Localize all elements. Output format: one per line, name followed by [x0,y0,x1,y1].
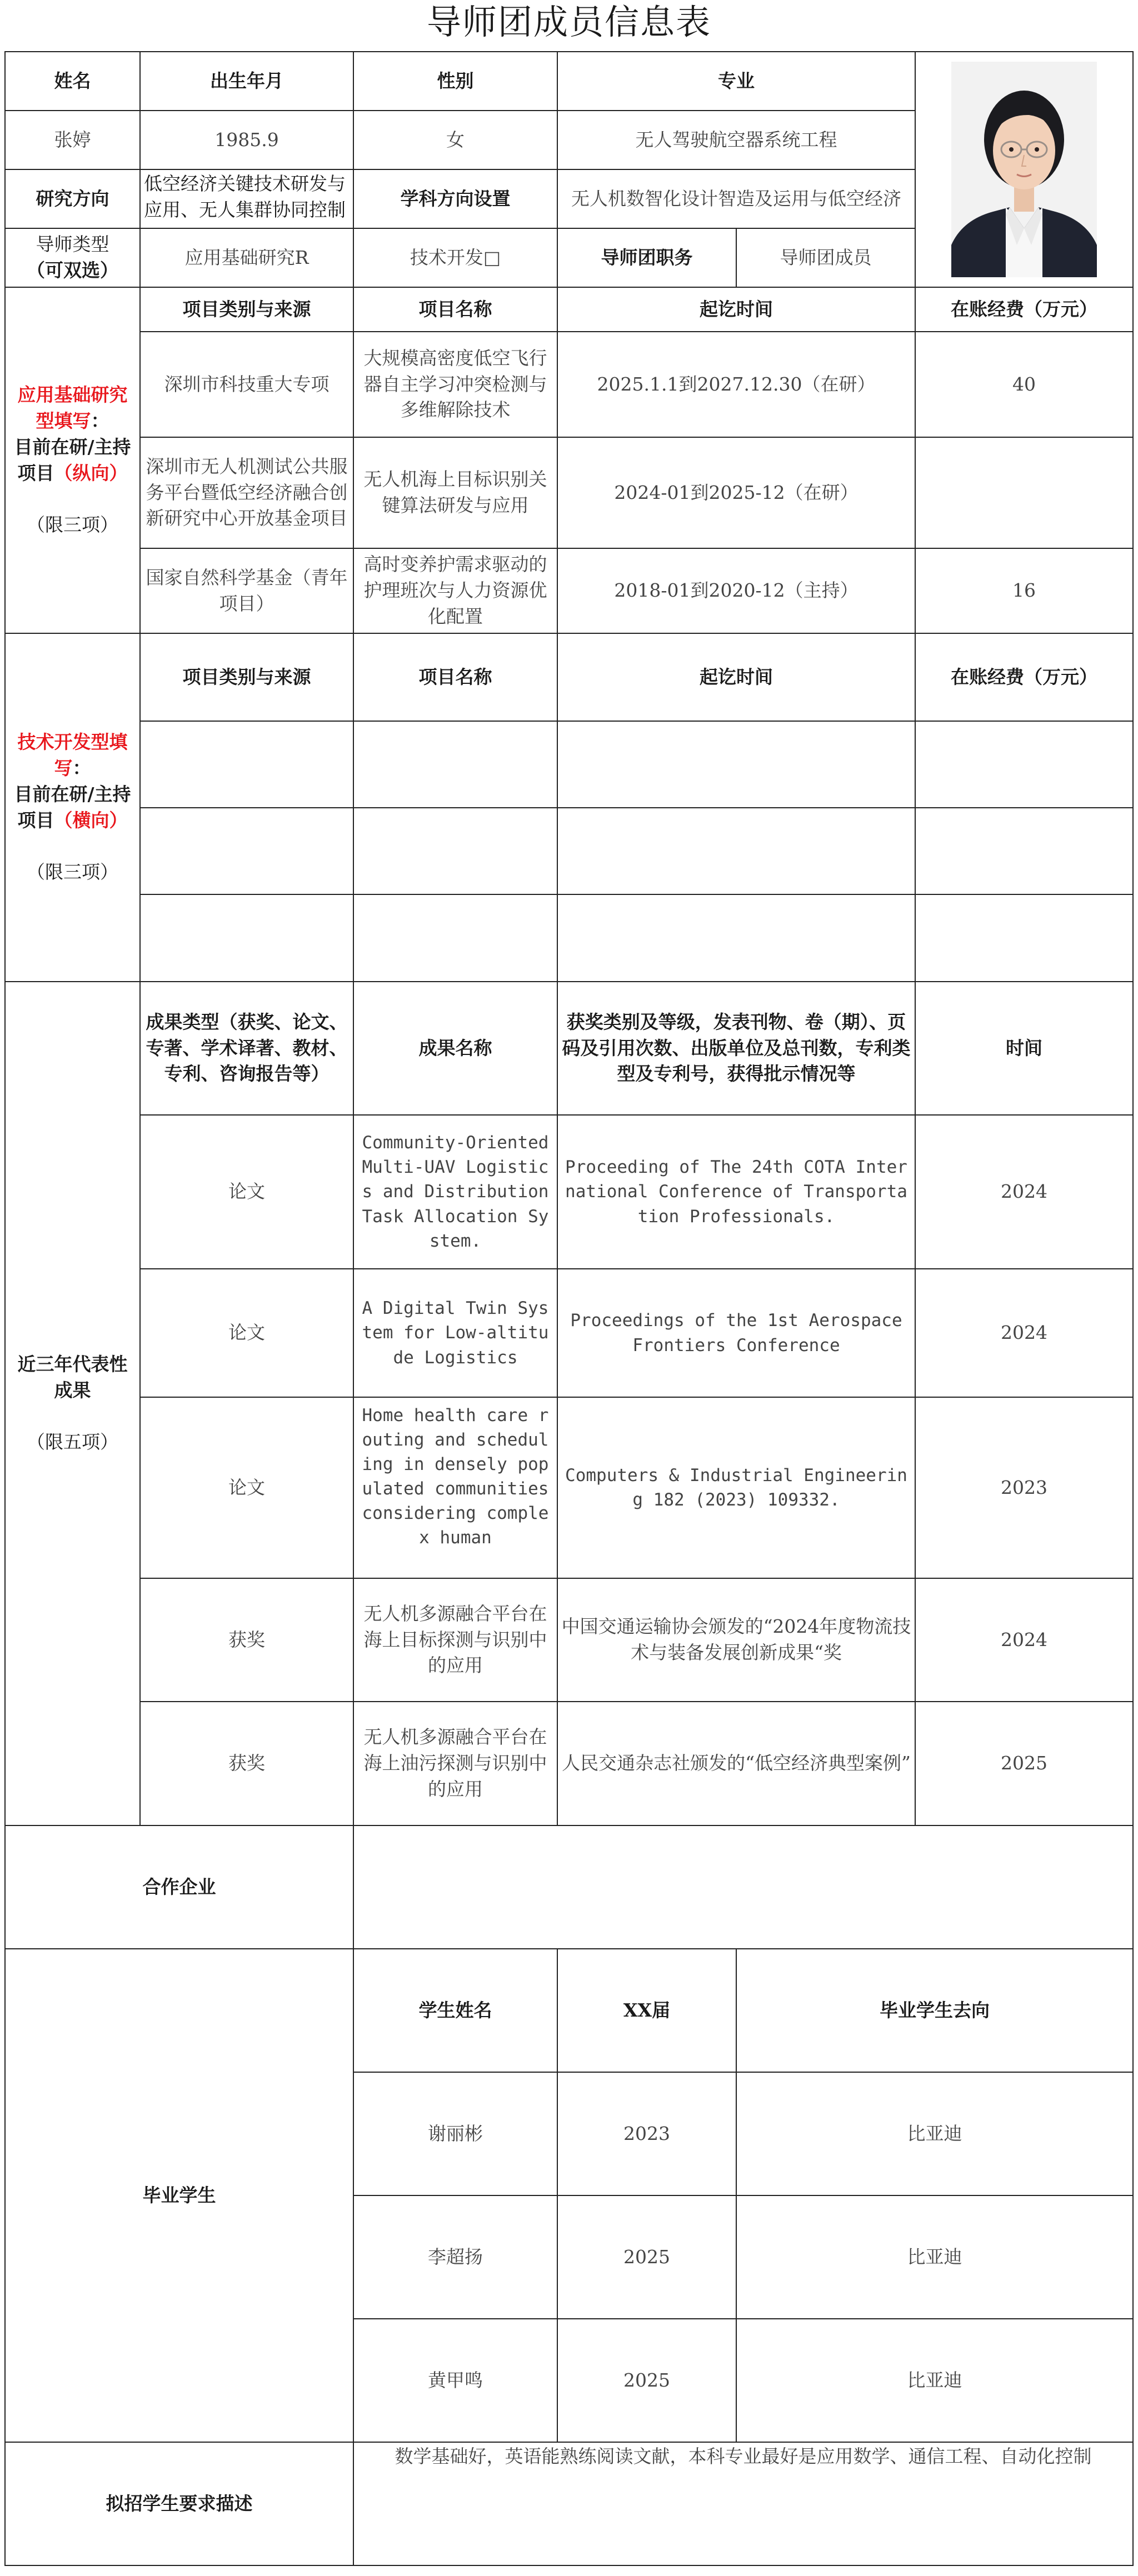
name-label: 姓名 [5,52,140,111]
graduate-name: 谢丽彬 [353,2072,557,2195]
research-direction-text: 低空经济关键技术研发与应用、无人集群协同 [144,173,346,221]
mentor-type-basic-option[interactable]: 应用基础研究R [140,228,353,287]
achievements-header-year: 时间 [915,982,1133,1115]
project-funds [915,721,1133,808]
project-name: 高时变养护需求驱动的护理班次与人力资源优化配置 [353,548,557,633]
mentor-position-label: 导师团职务 [557,228,736,287]
tech-dev-limit: （限三项） [27,861,118,883]
achievement-name: A Digital Twin System for Low-altitude Logistics [353,1269,557,1397]
project-name: 无人机海上目标识别关键算法研发与应用 [353,437,557,548]
achievement-row [5,1115,1133,1269]
graduates-label: 毕业学生 [5,1949,353,2442]
project-source: 国家自然科学基金（青年项目） [140,548,353,633]
tech-dev-header-period: 起讫时间 [557,633,915,721]
research-direction-value [140,169,353,228]
basic-research-label-red: 应用基础研究型填写 [17,383,128,432]
tech-dev-label-black: 目前在研/主持项目 [14,783,131,831]
tech-dev-label [5,633,140,982]
basic-research-header-source: 项目类别与来源 [140,287,353,332]
tech-dev-row [5,894,1133,982]
tech-dev-label-colon: ： [72,757,91,779]
tech-dev-label-kind: （横向） [54,809,128,831]
graduate-name: 黄甲鸣 [353,2319,557,2442]
project-name [353,808,557,894]
achievement-type: 论文 [140,1115,353,1269]
graduate-destination: 比亚迪 [736,2319,1133,2442]
birth-label: 出生年月 [140,52,353,111]
discipline-value: 无人机数智化设计智造及运用与低空经济 [557,169,915,228]
project-source: 深圳市无人机测试公共服务平台暨低空经济融合创新研究中心开放基金项目 [140,437,353,548]
achievement-type: 论文 [140,1269,353,1397]
achievement-detail: Proceeding of The 24th COTA International Conference of Transportation Professionals. [557,1115,915,1269]
basic-research-header-funds: 在账经费（万元） [915,287,1133,332]
achievement-name: 无人机多源融合平台在海上目标探测与识别中的应用 [353,1578,557,1702]
basic-research-limit: （限三项） [27,514,118,536]
achievement-year: 2024 [915,1115,1133,1269]
project-name [353,721,557,808]
achievements-header-detail: 获奖类别及等级，发表刊物、卷（期）、页码及引用次数、出版单位及总刊数，专利类型及专利号，获得批示情况等 [557,982,915,1115]
tech-dev-label-red: 技术开发型填写 [17,731,128,779]
form-title: 导师团成员信息表 [426,2,711,42]
achievement-detail: Proceedings of the 1st Aerospace Frontiers Conference [557,1269,915,1397]
basic-research-row [5,437,1133,548]
graduate-destination: 比亚迪 [736,2072,1133,2195]
achievement-year: 2025 [915,1702,1133,1825]
project-source: 深圳市科技重大专项 [140,332,353,437]
discipline-label: 学科方向设置 [353,169,557,228]
portrait-image [951,62,1097,277]
mentor-type-label: 导师类型 [36,233,109,256]
achievement-name-text: Home health care routing and scheduling in densely populated communities considering complex human [362,1405,549,1548]
achievement-detail: Computers & Industrial Engineering 182 (2023) 109332. [557,1397,915,1578]
graduate-year: 2023 [557,2072,736,2195]
basic-research-label-black: 目前在研/主持项目 [14,436,131,484]
project-name [353,894,557,982]
achievements-label [5,982,140,1825]
achievement-year: 2024 [915,1269,1133,1397]
basic-research-row [5,548,1133,633]
graduates-header-dest: 毕业学生去向 [736,1949,1133,2072]
achievement-type: 获奖 [140,1702,353,1825]
achievement-type: 论文 [140,1397,353,1578]
tech-dev-row [5,808,1133,894]
achievement-name: Community-Oriented Multi-UAV Logistics and Distribution Task Allocation System. [353,1115,557,1269]
project-funds: 40 [915,332,1133,437]
requirements-text: 数学基础好，英语能熟练阅读文献，本科专业最好是应用数学、通信工程、自动化控制 [353,2442,1133,2565]
achievement-type: 获奖 [140,1578,353,1702]
achievement-year: 2024 [915,1578,1133,1702]
basic-research-header-name: 项目名称 [353,287,557,332]
photo-cell [915,52,1133,287]
project-period [557,894,915,982]
project-source [140,808,353,894]
gender-label: 性别 [353,52,557,111]
achievement-detail: 中国交通运输协会颁发的“2024年度物流技术与装备发展创新成果“奖 [557,1578,915,1702]
basic-research-label-kind: （纵向） [54,462,128,484]
mentor-type-tech-option[interactable]: 技术开发□ [353,228,557,287]
partner-value [353,1825,1133,1949]
project-period: 2025.1.1到2027.12.30（在研） [557,332,915,437]
achievement-detail: 人民交通杂志社颁发的“低空经济典型案例” [557,1702,915,1825]
graduate-year: 2025 [557,2195,736,2319]
mentor-info-table [4,51,1134,2566]
project-period [557,808,915,894]
achievement-row [5,1397,1133,1578]
achievements-header-name: 成果名称 [353,982,557,1115]
project-period [557,721,915,808]
project-funds: 16 [915,548,1133,633]
project-source [140,894,353,982]
project-period: 2024-01到2025-12（在研） [557,437,915,548]
project-period: 2018-01到2020-12（主持） [557,548,915,633]
basic-research-row [5,332,1133,437]
basic-research-header-period: 起讫时间 [557,287,915,332]
graduate-year: 2025 [557,2319,736,2442]
tech-dev-row [5,721,1133,808]
project-funds [915,894,1133,982]
major-value: 无人驾驶航空器系统工程 [557,111,915,169]
project-funds [915,808,1133,894]
achievement-row [5,1578,1133,1702]
graduate-destination: 比亚迪 [736,2195,1133,2319]
achievement-row [5,1702,1133,1825]
tech-dev-header-funds: 在账经费（万元） [915,633,1133,721]
achievement-year: 2023 [915,1397,1133,1578]
achievement-name [353,1397,557,1578]
mentor-position-value: 导师团成员 [736,228,915,287]
tech-dev-header-source: 项目类别与来源 [140,633,353,721]
requirements-label: 拟招学生要求描述 [5,2442,353,2565]
tech-dev-header-name: 项目名称 [353,633,557,721]
achievement-row [5,1269,1133,1397]
mentor-type-note: （可双选） [27,259,118,281]
basic-research-label-colon: ： [91,409,109,432]
graduates-header-name: 学生姓名 [353,1949,557,2072]
basic-research-label [5,287,140,633]
birth-value: 1985.9 [140,111,353,169]
research-direction-cut: 控制 [309,198,346,221]
name-value: 张婷 [5,111,140,169]
graduate-name: 李超扬 [353,2195,557,2319]
project-source [140,721,353,808]
research-direction-label: 研究方向 [5,169,140,228]
achievements-header-type: 成果类型（获奖、论文、专著、学术译著、教材、专利、咨询报告等） [140,982,353,1115]
achievement-name: 无人机多源融合平台在海上油污探测与识别中的应用 [353,1702,557,1825]
mentor-type-label-cell [5,228,140,287]
graduates-header-year: XX届 [557,1949,736,2072]
achievements-label-text: 近三年代表性成果 [17,1353,128,1401]
major-label: 专业 [557,52,915,111]
gender-value: 女 [353,111,557,169]
achievements-limit: （限五项） [27,1431,118,1453]
project-name: 大规模高密度低空飞行器自主学习冲突检测与多维解除技术 [353,332,557,437]
project-funds [915,437,1133,548]
partner-label: 合作企业 [5,1825,353,1949]
portrait-photo [951,62,1097,277]
